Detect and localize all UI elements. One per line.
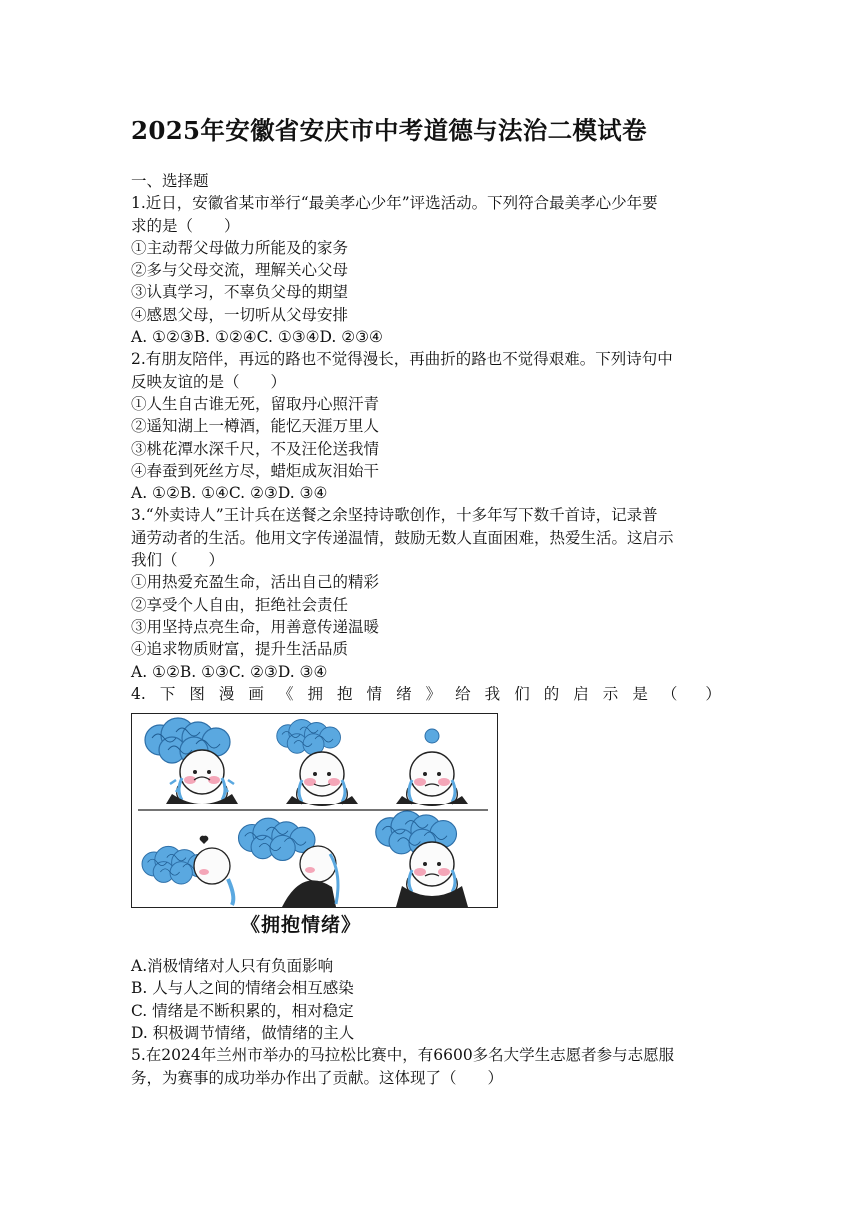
question-4 xyxy=(131,683,734,1044)
q4-stem-char: 启 xyxy=(573,684,589,703)
q5-stem-line-1: 5.在2024年兰州市举办的马拉松比赛中，有6600多名大学生志愿者参与志愿服 xyxy=(131,1046,675,1065)
q4-stem-char: 漫 xyxy=(218,684,235,703)
q1-option-1: ①主动帮父母做力所能及的家务 xyxy=(131,238,349,257)
q4-stem-char: 们 xyxy=(514,684,530,703)
panel-medium-cloud xyxy=(277,720,358,807)
q1-option-3: ③认真学习，不辜负父母的期望 xyxy=(131,283,349,302)
question-list xyxy=(131,170,734,1089)
q4-stem-char: （ xyxy=(661,684,678,703)
q3-option-2: ②享受个人自由，拒绝社会责任 xyxy=(131,595,349,614)
q1-choices: A. ①②③B. ①②④C. ①③④D. ②③④ xyxy=(131,328,383,347)
q4-stem-char: 下 xyxy=(159,684,176,703)
q5-stem-line-2: 务，为赛事的成功举办作出了贡献。这体现了（ ） xyxy=(131,1068,504,1087)
q4-stem-char: 抱 xyxy=(337,684,353,703)
q1-stem-line-2: 求的是（ ） xyxy=(131,216,240,235)
q2-choices: A. ①②B. ①④C. ②③D. ③④ xyxy=(131,484,328,503)
q4-stem-char: 拥 xyxy=(307,684,323,703)
q4-stem xyxy=(131,683,721,705)
q4-stem-char: 画 xyxy=(248,684,264,703)
q4-stem-char: 》 xyxy=(425,684,442,703)
q4-stem-char: 示 xyxy=(602,684,619,703)
q4-stem-char: 情 xyxy=(366,684,383,703)
q2-option-2: ②遥知湖上一樽酒，能忆天涯万里人 xyxy=(131,417,380,436)
q2-option-3: ③桃花潭水深千尺，不及汪伦送我情 xyxy=(131,439,380,458)
q3-stem-line-3: 我们（ ） xyxy=(131,551,225,570)
q4-stem-char: 我 xyxy=(484,684,501,703)
q1-stem-line-1: 1.近日，安徽省某市举行“最美孝心少年”评选活动。下列符合最美孝心少年要 xyxy=(131,194,658,213)
section-heading: 一、选择题 xyxy=(131,172,209,190)
q1-option-4: ④感恩父母，一切听从父母安排 xyxy=(131,305,349,324)
page-title: 2025年安徽省安庆市中考道德与法治二模试卷 xyxy=(131,116,647,145)
q4-stem-char: 给 xyxy=(455,684,471,703)
q4-stem-char: 《 xyxy=(277,684,294,703)
cartoon-frame xyxy=(131,713,498,908)
q4-option-c: C. 情绪是不断积累的，相对稳定 xyxy=(131,1001,354,1020)
q4-option-d: D. 积极调节情绪，做情绪的主人 xyxy=(131,1024,355,1043)
question-5 xyxy=(131,1044,734,1089)
q4-option-a: A.消极情绪对人只有负面影响 xyxy=(131,957,334,976)
q3-stem-line-1: 3.“外卖诗人”王计兵在送餐之余坚持诗歌创作，十多年写下数千首诗，记录普 xyxy=(131,506,658,525)
q2-option-4: ④春蚕到死丝方尽，蜡炬成灰泪始干 xyxy=(131,461,380,480)
panel-small-cloud xyxy=(396,729,468,806)
q4-stem-char: 图 xyxy=(189,684,205,703)
q4-option-b: B. 人与人之间的情绪会相互感染 xyxy=(131,979,354,998)
q3-stem-line-2: 通劳动者的生活。他用文字传递温情，鼓励无数人直面困难，热爱生活。这启示 xyxy=(131,528,674,547)
q4-stem-char: 绪 xyxy=(396,684,412,703)
question-2 xyxy=(131,348,734,504)
panel-calm-cloud xyxy=(376,811,468,907)
cartoon-illustration xyxy=(132,714,497,907)
q4-stem-char: 4. xyxy=(131,684,146,703)
panel-hug-cloud xyxy=(239,818,339,907)
q4-stem-char: 的 xyxy=(543,684,560,703)
q2-option-1: ①人生自古谁无死，留取丹心照汗青 xyxy=(131,394,380,413)
q4-stem-char: ） xyxy=(705,684,721,703)
q1-option-2: ②多与父母交流，理解关心父母 xyxy=(131,261,349,280)
question-3 xyxy=(131,504,734,682)
q3-choices: A. ①②B. ①③C. ②③D. ③④ xyxy=(131,662,328,681)
question-1 xyxy=(131,192,734,348)
panel-embrace-cloud xyxy=(142,836,233,905)
q4-stem-char: 是 xyxy=(632,684,648,703)
q3-option-1: ①用热爱充盈生命，活出自己的精彩 xyxy=(131,573,380,592)
cartoon-caption: 《拥抱情绪》 xyxy=(241,914,362,937)
q3-option-3: ③用坚持点亮生命，用善意传递温暖 xyxy=(131,617,380,636)
panel-sad-cloud xyxy=(145,718,238,804)
cartoon-figure xyxy=(131,713,500,943)
q2-stem-line-1: 2.有朋友陪伴，再远的路也不觉得漫长，再曲折的路也不觉得艰难。下列诗句中 xyxy=(131,350,673,369)
q3-option-4: ④追求物质财富，提升生活品质 xyxy=(131,640,349,659)
q2-stem-line-2: 反映友谊的是（ ） xyxy=(131,372,287,391)
